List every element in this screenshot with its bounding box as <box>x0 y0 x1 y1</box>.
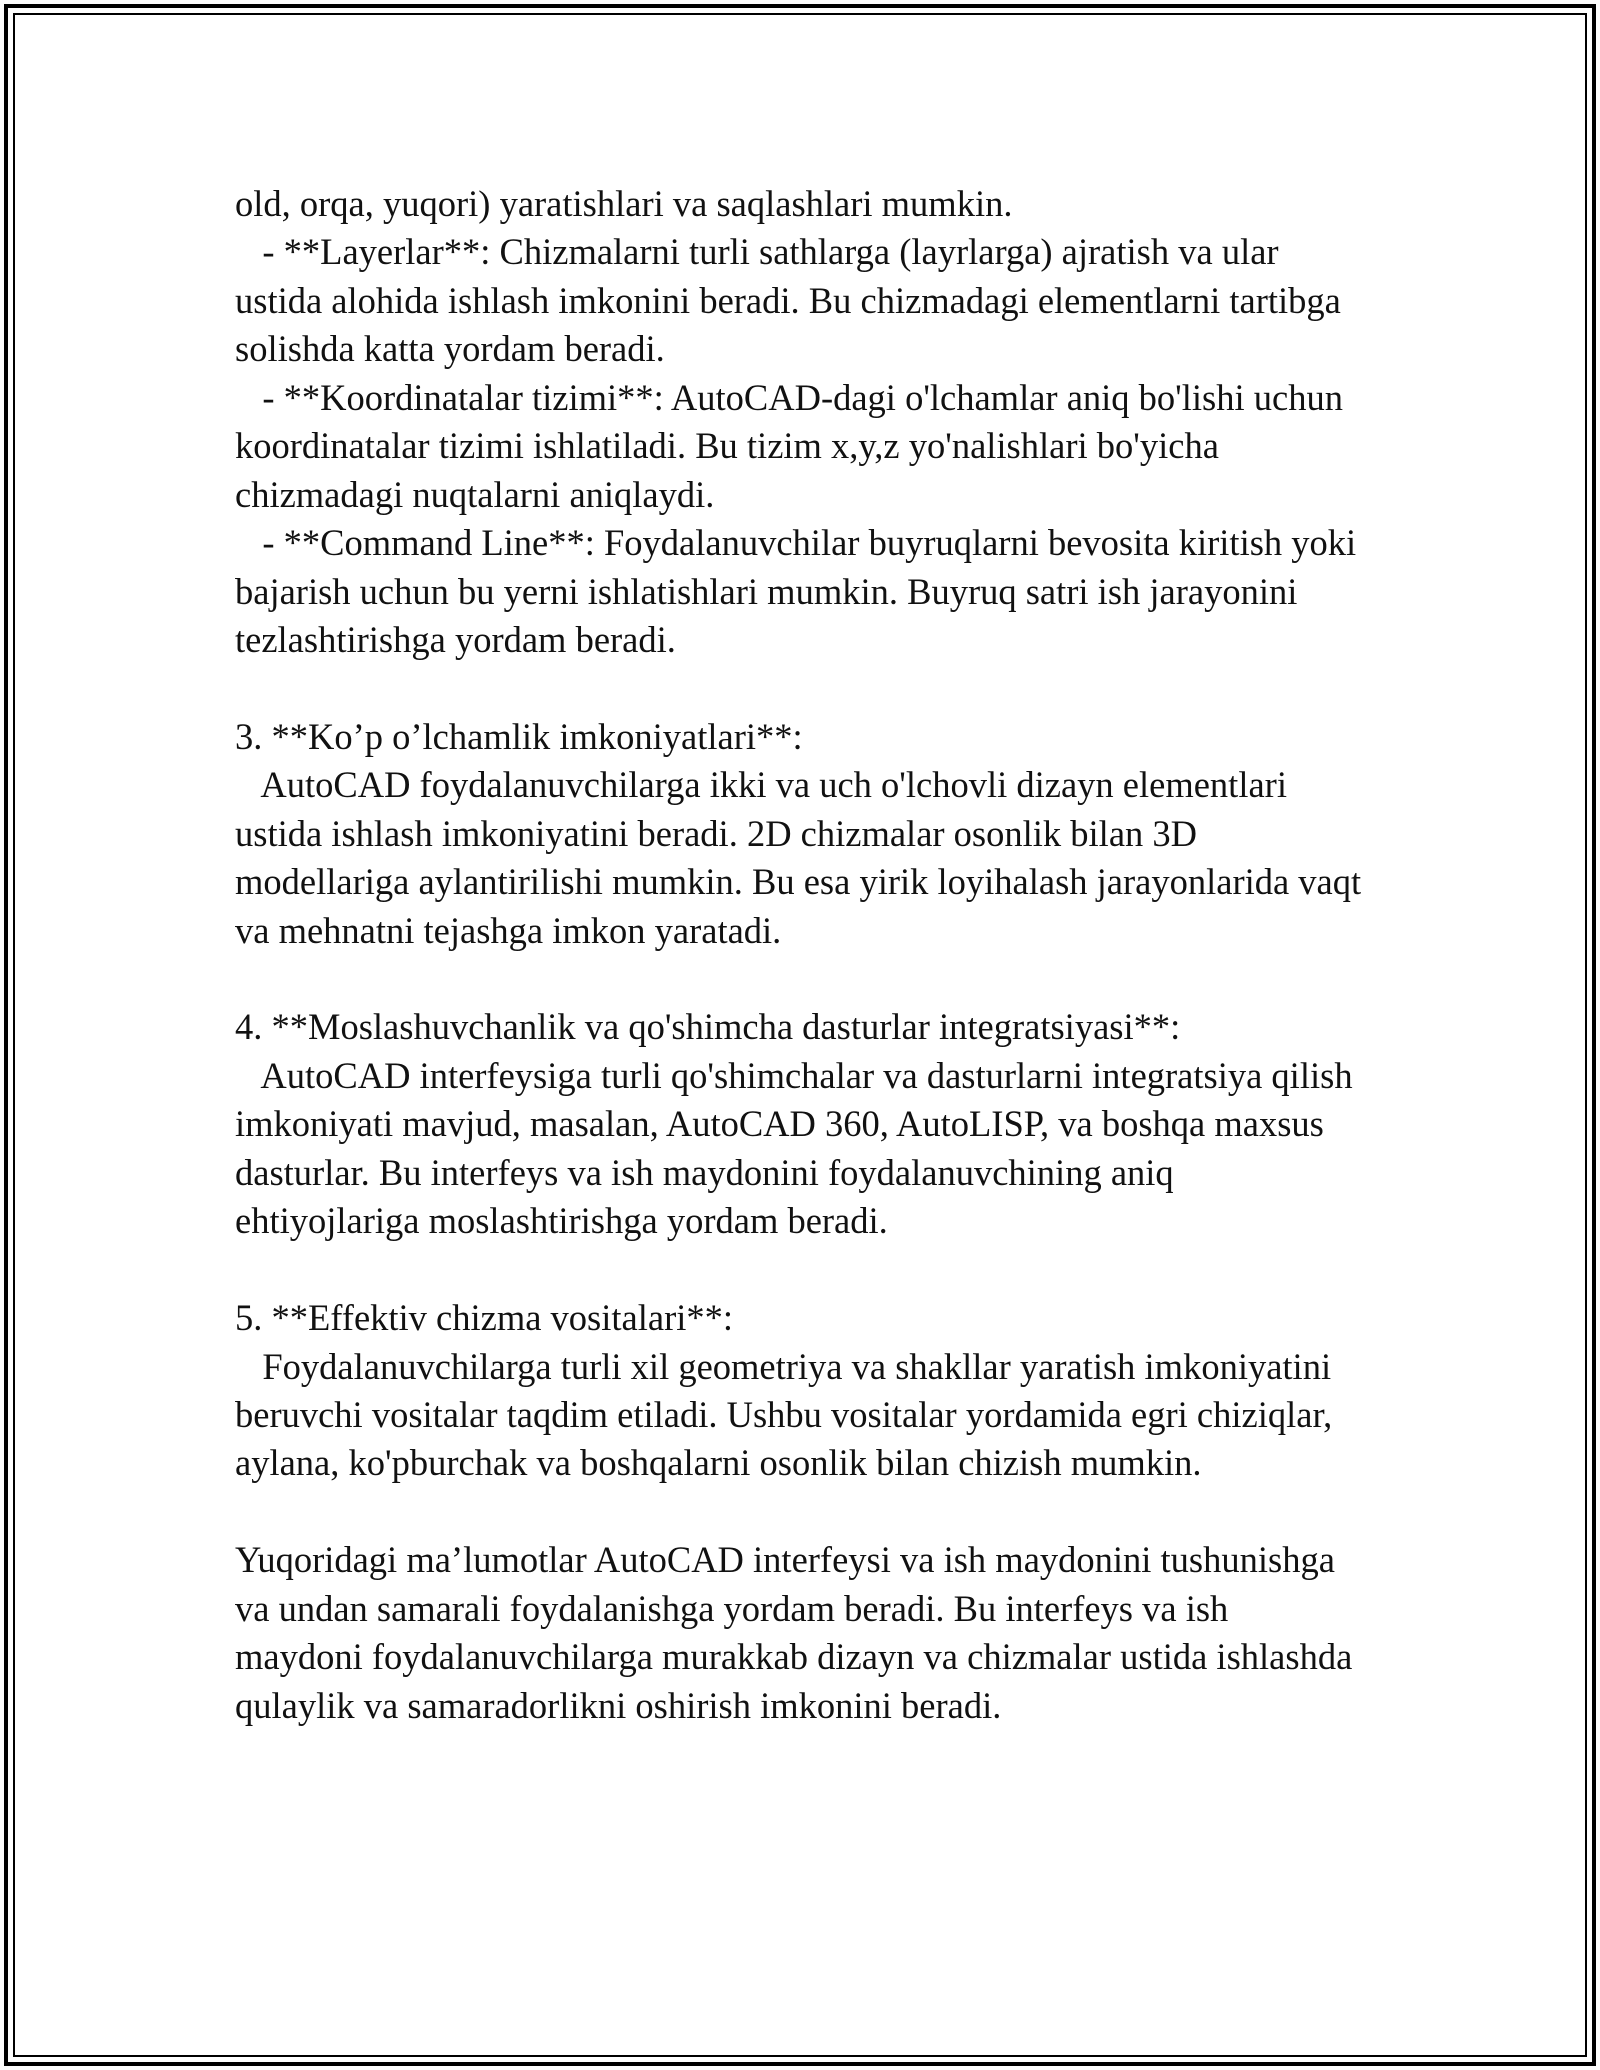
text-line: Foydalanuvchilarga turli xil geometriya va shakllar yaratish imkoniyatini <box>235 1345 1332 1387</box>
text-line: AutoCAD foydalanuvchilarga ikki va uch o'lchovli dizayn elementlari <box>235 764 1287 806</box>
text-line: ustida ishlash imkoniyatini beradi. 2D chizmalar osonlik bilan 3D <box>235 812 1198 854</box>
text-line: qulaylik va samaradorlikni oshirish imkonini beradi. <box>235 1684 1002 1726</box>
section-4 <box>235 1003 1485 1245</box>
text-line: dasturlar. Bu interfeys va ish maydonini foydalanuvchining aniq <box>235 1151 1174 1193</box>
section-heading: 4. **Moslashuvchanlik va qo'shimcha dasturlar integratsiyasi**: <box>235 1006 1181 1048</box>
text-line: AutoCAD interfeysiga turli qo'shimchalar va dasturlarni integratsiya qilish <box>235 1054 1353 1096</box>
text-line: tezlashtirishga yordam beradi. <box>235 618 676 660</box>
conclusion-paragraph <box>235 1536 1485 1730</box>
text-line: - **Layerlar**: Chizmalarni turli sathlarga (layrlarga) ajratish va ular <box>235 231 1279 273</box>
text-line: ustida alohida ishlash imkonini beradi. Bu chizmadagi elementlarni tartibga <box>235 279 1341 321</box>
text-line: beruvchi vositalar taqdim etiladi. Ushbu vositalar yordamida egri chiziqlar, <box>235 1393 1333 1435</box>
section-3 <box>235 713 1485 955</box>
text-line: ehtiyojlariga moslashtirishga yordam beradi. <box>235 1200 888 1242</box>
section-heading: 5. **Effektiv chizma vositalari**: <box>235 1297 734 1339</box>
text-line: old, orqa, yuqori) yaratishlari va saqlashlari mumkin. <box>235 183 1013 224</box>
text-line: va undan samarali foydalanishga yordam beradi. Bu interfeys va ish <box>235 1587 1229 1629</box>
text-line: va mehnatni tejashga imkon yaratadi. <box>235 909 782 951</box>
text-line: maydoni foydalanuvchilarga murakkab dizayn va chizmalar ustida ishlashda <box>235 1636 1353 1678</box>
text-line: koordinatalar tizimi ishlatiladi. Bu tizim x,y,z yo'nalishlari bo'yicha <box>235 425 1219 467</box>
text-line: modellariga aylantirilishi mumkin. Bu esa yirik loyihalash jarayonlarida vaqt <box>235 861 1362 903</box>
text-line: Yuqoridagi ma’lumotlar AutoCAD interfeysi va ish maydonini tushunishga <box>235 1539 1335 1581</box>
document-body <box>235 180 1485 1730</box>
text-line: - **Command Line**: Foydalanuvchilar buyruqlarni bevosita kiritish yoki <box>235 522 1357 564</box>
text-line: bajarish uchun bu yerni ishlatishlari mumkin. Buyruq satri ish jarayonini <box>235 570 1298 612</box>
section-heading: 3. **Ko’p o’lchamlik imkoniyatlari**: <box>235 715 803 757</box>
text-line: solishda katta yordam beradi. <box>235 328 665 370</box>
section-5 <box>235 1294 1485 1488</box>
text-line: imkoniyati mavjud, masalan, AutoCAD 360, AutoLISP, va boshqa maxsus <box>235 1103 1324 1145</box>
text-line: aylana, ko'pburchak va boshqalarni osonlik bilan chizish mumkin. <box>235 1442 1202 1484</box>
section-continuation <box>235 180 1485 664</box>
text-line: - **Koordinatalar tizimi**: AutoCAD-dagi o'lchamlar aniq bo'lishi uchun <box>235 376 1343 418</box>
text-line: chizmadagi nuqtalarni aniqlaydi. <box>235 473 715 515</box>
